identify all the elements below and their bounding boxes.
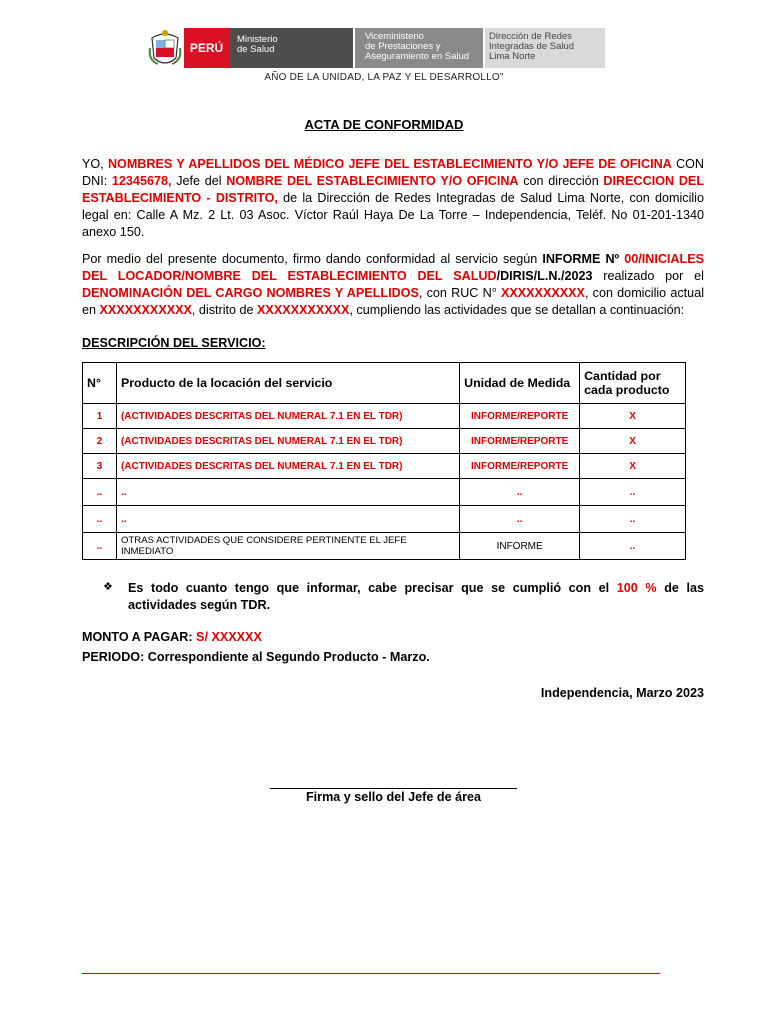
p2-informe-suffix: /DIRIS/L.N./2023	[496, 269, 593, 283]
p2-informe-code: 00/INICIALES DEL LOCADOR/NOMBRE DEL ESTABLECIMIENTO DEL SALUD	[82, 252, 704, 283]
ministry-header	[140, 25, 610, 71]
vice-line-2: de Prestaciones y	[365, 41, 441, 52]
cell-unit: ..	[460, 479, 580, 506]
amount-label: MONTO A PAGAR:	[82, 630, 197, 644]
note-text: Es todo cuanto tengo que informar, cabe precisar que se cumplió con el	[128, 581, 617, 595]
p2-cargo: DENOMINACIÓN DEL CARGO NOMBRES Y APELLIDOS	[82, 286, 419, 300]
p1-establishment: NOMBRE DEL ESTABLECIMIENTO Y/O OFICINA	[226, 174, 519, 188]
vice-line-1: Viceministerio	[365, 31, 424, 42]
p2-text: Por medio del presente documento, firmo dando conformidad al servicio según	[82, 252, 543, 266]
cell-product: (ACTIVIDADES DESCRITAS DEL NUMERAL 7.1 EN EL TDR)	[116, 429, 459, 454]
compliance-note	[128, 580, 704, 614]
p1-text: Jefe del	[171, 174, 227, 188]
p2-domicilio: XXXXXXXXXXX	[99, 303, 192, 317]
cell-quantity: ..	[580, 506, 686, 533]
p1-text: YO,	[82, 157, 108, 171]
cell-product: (ACTIVIDADES DESCRITAS DEL NUMERAL 7.1 EN EL TDR)	[116, 404, 459, 429]
p2-text: , con RUC N°	[418, 286, 501, 300]
p2-text: , con domicilio actual en	[82, 286, 704, 317]
table-row	[83, 429, 686, 454]
cell-product: OTRAS ACTIVIDADES QUE CONSIDERE PERTINENTE EL JEFE INMEDIATO	[116, 533, 459, 560]
dir-line-2: Integradas de Salud	[489, 41, 575, 52]
footer-divider	[82, 973, 660, 974]
cell-unit: ..	[460, 506, 580, 533]
col-header-unit: Unidad de Medida	[460, 363, 580, 404]
ministry-band	[229, 28, 353, 68]
cell-quantity: ..	[580, 533, 686, 560]
p2-informe-label: INFORME Nº	[542, 252, 625, 266]
period	[82, 649, 704, 666]
signature-label: Firma y sello del Jefe de área	[305, 790, 481, 804]
period-label: PERIODO:	[82, 650, 148, 664]
p1-text: de la Dirección de Redes Integradas de Salud Lima Norte, con domicilio legal en: Calle A Mz. 2 Lt. 03 Asoc. Víctor Raúl Haya De La Torre – Independencia, Teléf. No 01-201-1340 anexo 150.	[82, 191, 704, 239]
col-header-number: N°	[83, 363, 117, 404]
cell-unit: INFORME	[460, 533, 580, 560]
peru-band	[184, 28, 229, 68]
section-title: DESCRIPCIÓN DEL SERVICIO:	[82, 336, 266, 350]
table-row	[83, 506, 686, 533]
place-date: Independencia, Marzo 2023	[540, 686, 704, 700]
cell-unit: INFORME/REPORTE	[460, 404, 580, 429]
cell-number: ..	[83, 479, 117, 506]
cell-product: (ACTIVIDADES DESCRITAS DEL NUMERAL 7.1 EN EL TDR)	[116, 454, 459, 479]
p2-ruc: XXXXXXXXXX	[500, 286, 585, 300]
note-text: de las actividades según TDR.	[128, 581, 705, 612]
p2-text: , cumpliendo las actividades que se detallan a continuación:	[349, 303, 685, 317]
document-title: ACTA DE CONFORMIDAD	[304, 117, 464, 132]
cell-quantity: ..	[580, 479, 686, 506]
cell-number: ..	[83, 533, 117, 560]
p1-address: DIRECCION DEL ESTABLECIMIENTO - DISTRITO,	[82, 174, 705, 205]
period-value: Correspondiente al Segundo Producto - Marzo.	[147, 650, 430, 664]
table-header-row	[83, 363, 686, 404]
cell-number: 1	[83, 404, 117, 429]
intro-paragraph	[82, 156, 704, 241]
ministry-line-1: Ministerio	[237, 34, 278, 45]
table-row	[83, 454, 686, 479]
p1-text: CON DNI:	[82, 157, 705, 188]
p2-text: realizado por el	[592, 269, 704, 283]
payment-amount	[82, 629, 704, 646]
cell-number: 2	[83, 429, 117, 454]
vice-line-3: Aseguramiento en Salud	[365, 51, 470, 62]
cell-unit: INFORME/REPORTE	[460, 429, 580, 454]
country-label: PERÚ	[189, 41, 224, 55]
cell-product: ..	[116, 506, 459, 533]
cell-number: 3	[83, 454, 117, 479]
dir-line-1: Dirección de Redes	[489, 31, 572, 42]
table-row	[83, 479, 686, 506]
p2-text: , distrito de	[191, 303, 258, 317]
col-header-quantity: Cantidad por cada producto	[580, 363, 686, 404]
p1-doctor-name: NOMBRES Y APELLIDOS DEL MÉDICO JEFE DEL ESTABLECIMIENTO Y/O JEFE DE OFICINA	[107, 157, 672, 171]
p1-text: con dirección	[518, 174, 604, 188]
dir-line-3: Lima Norte	[489, 51, 536, 62]
national-seal-icon	[148, 28, 182, 68]
p2-distrito: XXXXXXXXXXX	[257, 303, 350, 317]
services-table	[82, 362, 686, 560]
ministry-line-2: de Salud	[237, 44, 275, 55]
table-row	[83, 404, 686, 429]
signature-line	[270, 788, 517, 789]
table-row	[83, 533, 686, 560]
cell-quantity: X	[580, 404, 686, 429]
conformity-paragraph	[82, 251, 704, 319]
year-motto: AÑO DE LA UNIDAD, LA PAZ Y EL DESARROLLO"	[264, 72, 504, 83]
viceministry-band	[355, 28, 483, 68]
diamond-bullet-icon: ❖	[103, 581, 113, 593]
col-header-product: Producto de la locación del servicio	[116, 363, 459, 404]
note-percent: 100 %	[616, 581, 657, 595]
amount-value: S/ XXXXXX	[196, 630, 262, 644]
cell-unit: INFORME/REPORTE	[460, 454, 580, 479]
cell-quantity: X	[580, 429, 686, 454]
cell-quantity: X	[580, 454, 686, 479]
cell-number: ..	[83, 506, 117, 533]
cell-product: ..	[116, 479, 459, 506]
p1-dni: 12345678,	[111, 174, 172, 188]
direccion-band	[485, 28, 605, 68]
